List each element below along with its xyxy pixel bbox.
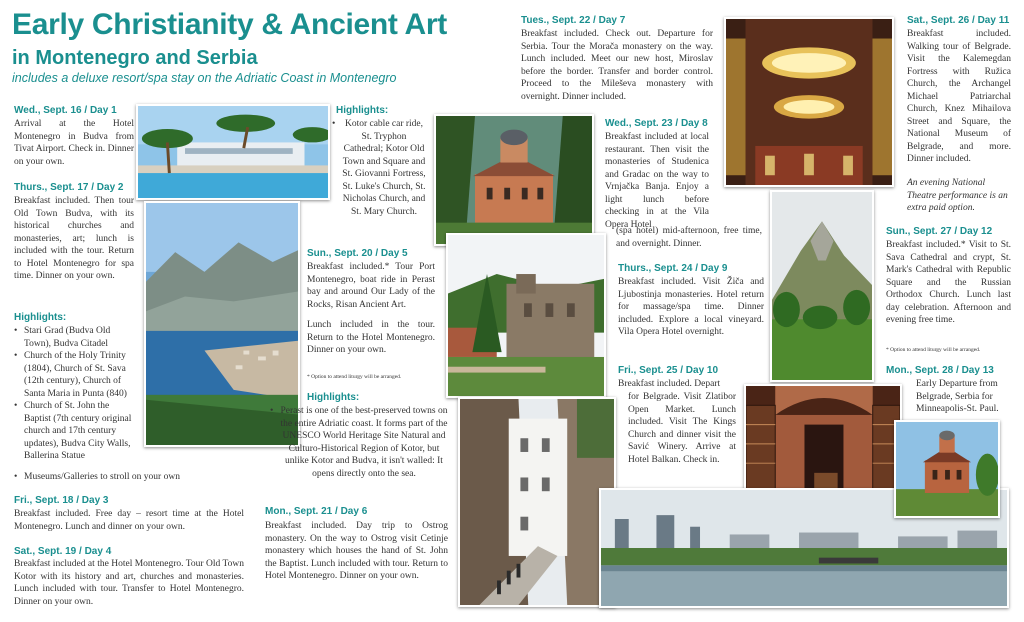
- day10-heading: Fri., Sept. 25 / Day 10: [618, 365, 719, 376]
- small-church-photo: [894, 420, 1000, 518]
- day8-text2: (spa hotel) mid-afternoon, free time, and overnight. Dinner.: [616, 226, 762, 249]
- day9-text: Breakfast included. Visit Žiča and Ljubostinja monasteries. Hotel return for massage/spa time. Dinner included. Explore a local vineyard. Vila Opera Hotel overnight.: [618, 277, 764, 337]
- wine-cellar-photo: [744, 384, 902, 498]
- highlights2-heading: Highlights:: [336, 105, 389, 116]
- day8-heading: Wed., Sept. 23 / Day 8: [605, 118, 708, 129]
- highlights3-item: • Perast is one of the best-preserved towns on the entire Adriatic coast. It forms part of the UNESCO World Heritage Site Natural and Culturo-Historical Region of Kotor, but unlike Kotor and Budva, it isn't walled: It opens directly onto the sea.: [270, 405, 448, 480]
- day6-heading: Mon., Sept. 21 / Day 6: [265, 506, 368, 517]
- day4-heading: Sat., Sept. 19 / Day 4: [14, 546, 112, 557]
- church-interior-photo: [724, 17, 894, 187]
- day2-text: Breakfast included. Then tour Old Town Budva, with its historical churches and monasteries, art; lunch is included with the tour. Return to Hotel Montenegro for spa time. Dinner on your own.: [14, 196, 134, 281]
- day2-heading: Thurs., Sept. 17 / Day 2: [14, 182, 124, 193]
- day3-text: Breakfast included. Free day – resort time at the Hotel Montenegro. Lunch and dinner on your own.: [14, 509, 244, 532]
- page-subtitle: in Montenegro and Serbia: [12, 47, 258, 69]
- day7-text: Breakfast included. Check out. Departure for Serbia. Tour the Morača monastery on the way. Lunch included. Meet our new host, Miroslav before the border. Transfer and border control. Proceed to the Mileševa monastery with overnight. Dinner included.: [521, 29, 713, 102]
- day10-text1: Breakfast included. Depart: [618, 379, 721, 389]
- day9-heading: Thurs., Sept. 24 / Day 9: [618, 263, 728, 274]
- mountain-photo: [770, 190, 874, 382]
- highlights1-item: • Church of the Holy Trinity (1804), Church of St. Sava (12th century), Church of Santa Maria in Punta (840): [14, 350, 138, 400]
- highlights2-item: • Kotor cable car ride, St. Tryphon Cathedral; Kotor Old Town and Square and St. Giovanni Fortress, St. Luke's Church, St. Nicholas Church, and St. Mary Church.: [332, 118, 426, 218]
- day13-heading: Mon., Sept. 28 / Day 13: [886, 365, 994, 376]
- highlights1-item: • Museums/Galleries to stroll on your own: [14, 471, 304, 484]
- day5-text2: Lunch included in the tour. Return to the Hotel Montenegro. Dinner on your own.: [307, 320, 435, 355]
- day1-text: Arrival at the Hotel Montenegro in Budva from Tivat Airport. Check in. Dinner on your own.: [14, 119, 134, 167]
- ostrog-monastery-photo: [458, 397, 616, 607]
- day5-text: Breakfast included.* Tour Port Montenegro, boat ride in Perast bay and around Our Lady of the Rocks, Risan Ancient Art.: [307, 262, 435, 310]
- day4-text: Breakfast included at the Hotel Montenegro. Tour Old Town Kotor with its history and art, churches and monasteries. Lunch included with tour. Transfer to Hotel Montenegro. Dinner on your own.: [14, 559, 244, 607]
- day12-footnote: * Option to attend liturgy will be arranged.: [886, 347, 981, 353]
- highlights2-list: [332, 118, 426, 218]
- highlights1-list-end: [14, 471, 304, 484]
- day7-heading: Tues., Sept. 22 / Day 7: [521, 15, 626, 26]
- day13-text: Early Departure from Belgrade, Serbia for Minneapolis-St. Paul.: [916, 379, 999, 414]
- fortress-photo: [446, 233, 606, 398]
- day10-text2: for Belgrade. Visit Zlatibor Open Market. Lunch included. Visit The Kings Church and dinner visit the Savić Winery. Arrive at Hotel Balkan. Check in.: [628, 392, 736, 465]
- monastery-photo: [434, 114, 594, 246]
- highlights1-heading: Highlights:: [14, 312, 67, 323]
- day5-heading: Sun., Sept. 20 / Day 5: [307, 248, 408, 259]
- highlights3-heading: Highlights:: [307, 392, 360, 403]
- resort-pool-photo: [136, 104, 330, 200]
- day11-heading: Sat., Sept. 26 / Day 11: [907, 15, 1010, 26]
- day12-text: Breakfast included.* Visit to St. Sava Cathedral and crypt, St. Mark's Cathedral with Republic Square and the Russian Orthodox Church. Lunch last day celebration. Afternoon and evening free time.: [886, 240, 1011, 325]
- day6-text: Breakfast included. Day trip to Ostrog monastery. On the way to Ostrog visit Cetinje monastery which houses the hand of St. John the Baptist. Lunch included with tour. Return to Hotel Montenegro. Dinner on your own.: [265, 521, 448, 581]
- highlights3-list: [270, 405, 448, 480]
- page-tagline: includes a deluxe resort/spa stay on the Adriatic Coast in Montenegro: [12, 71, 397, 85]
- highlights1-item: • Stari Grad (Budva Old Town), Budva Citadel: [14, 325, 138, 350]
- day5-footnote: * Option to attend liturgy will be arranged.: [307, 374, 402, 380]
- day12-heading: Sun., Sept. 27 / Day 12: [886, 226, 993, 237]
- day11-note: An evening National Theatre performance is an extra paid option.: [907, 178, 1008, 213]
- highlights1-item: • Church of St. John the Baptist (7th century original church and 17th century updates), Budva City Walls, Ballerina Statue: [14, 400, 138, 463]
- highlights1-list: [14, 325, 138, 463]
- day3-heading: Fri., Sept. 18 / Day 3: [14, 495, 109, 506]
- page-title: Early Christianity & Ancient Art: [12, 8, 447, 41]
- day1-heading: Wed., Sept. 16 / Day 1: [14, 105, 117, 116]
- day8-text: Breakfast included at local restaurant. Then visit the monasteries of Studenica and Gradac on the way to Vrnjačka Banja. Enjoy a light lunch before checking in at the Vila Opera Hotel: [605, 132, 709, 230]
- day11-text: Breakfast included. Walking tour of Belgrade. Visit the Kalemegdan Fortress with Ružica Church, the Archangel Michael Patriarchal Church, Knez Mihailova Street and Square, the National Museum of Belgrade, and more. Dinner included.: [907, 29, 1011, 164]
